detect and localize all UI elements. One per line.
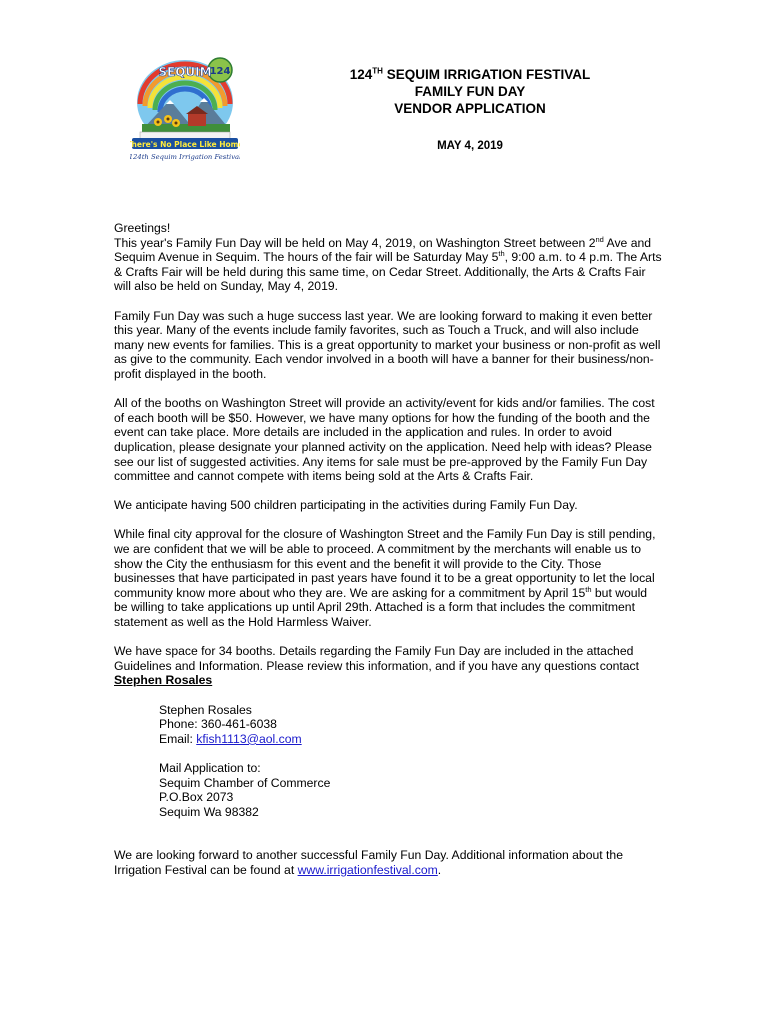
paragraph-4: We anticipate having 500 children participating in the activities during Family Fun Day. xyxy=(114,498,578,513)
title-number: 124 xyxy=(349,67,373,82)
paragraph-3: All of the booths on Washington Street will provide an activity/event for kids and/or families. The cost of each booth will be $50. However, we have many options for how the funding of the booth and the event can take place. More details are included in the application and rules. In order to avoid duplication, please designate your planned activity on the application. Need help with ideas? Please see our list of suggested activities. Any items for sale must be pre-approved by the Family Fun Day committee and cannot compete with items being sold at the Arts & Crafts Fair. xyxy=(114,396,655,484)
p1-text-b: Ave and Sequim Avenue in Sequim. The hours of the fair will be Saturday May 5 xyxy=(114,235,652,265)
header-title xyxy=(300,66,640,83)
mail-org: Sequim Chamber of Commerce xyxy=(159,775,331,790)
festival-logo-art xyxy=(130,52,240,164)
website-link[interactable]: www.irrigationfestival.com xyxy=(297,862,438,877)
p5-sup: th xyxy=(585,584,592,594)
festival-logo xyxy=(130,52,240,164)
paragraph-6 xyxy=(114,644,662,688)
paragraph-2: Family Fun Day was such a huge success last year. We are looking forward to making it even better this year. Many of the events include family favorites, such as Touch a Truck, and will also include many new events for families. This is a great opportunity to market your business or non-profit as well as give to the community. Each vendor involved in a booth will have a banner for their business/non-profit displayed in the booth. xyxy=(114,308,661,381)
title-rest: SEQUIM IRRIGATION FESTIVAL xyxy=(382,67,591,82)
title-superscript: TH xyxy=(372,66,383,76)
p1-sup-2: th xyxy=(498,249,505,259)
p1-text-c: , 9:00 a.m. to 4 p.m. The Arts & Crafts Fair will be held during this same time, on Cedar Street. Additionally, the Arts & Crafts Fair will also be held on Sunday, May 4, 2019. xyxy=(114,250,662,294)
paragraph-1 xyxy=(114,236,662,294)
p1-sup-1: nd xyxy=(595,234,604,244)
greeting: Greetings! xyxy=(114,221,171,235)
mail-box: P.O.Box 2073 xyxy=(159,790,234,805)
email-label: Email: xyxy=(159,731,197,746)
document-header xyxy=(300,66,640,117)
contact-phone: Phone: 360-461-6038 xyxy=(159,717,277,732)
event-date: MAY 4, 2019 xyxy=(437,140,503,152)
mail-city: Sequim Wa 98382 xyxy=(159,804,259,819)
contact-name-link: Stephen Rosales xyxy=(114,673,213,688)
header-line3: VENDOR APPLICATION xyxy=(394,101,546,116)
mail-block xyxy=(159,761,662,819)
contact-email-row xyxy=(159,732,662,747)
logo-banner-text: There's No Place Like Home xyxy=(130,140,240,149)
p5-text-b: but would be willing to take applications up until April 29th. Attached is a form that includes the commitment statement as well as the Hold Harmless Waiver. xyxy=(114,585,648,630)
contact-name: Stephen Rosales xyxy=(159,702,252,717)
header-line2: FAMILY FUN DAY xyxy=(414,84,526,99)
p5-text-a: While final city approval for the closure of Washington Street and the Family Fun Day is still pending, we are confident that we will be able to proceed. A commitment by the merchants will enable us to show the City the enthusiasm for this event and the benefit it will provide to the City. Those businesses that have participated in past years have found it to be a great opportunity to let the local community know more about who they are. We are asking for a commitment by April 15 xyxy=(114,527,656,600)
p6-text: We have space for 34 booths. Details regarding the Family Fun Day are included in the attached Guidelines and Information. Please review this information, and if you have any questions contact xyxy=(114,644,640,673)
closing-text: We are looking forward to another successful Family Fun Day. Additional information about the Irrigation Festival can be found at xyxy=(114,848,623,877)
mail-label: Mail Application to: xyxy=(159,760,261,775)
closing-paragraph xyxy=(114,848,662,877)
logo-arc-text: SEQUIM xyxy=(158,65,212,79)
paragraph-5 xyxy=(114,527,662,629)
contact-block xyxy=(159,703,662,747)
letter-body xyxy=(114,221,662,892)
logo-caption: 124th Sequim Irrigation Festival xyxy=(130,153,240,161)
logo-badge-number: 124 xyxy=(209,66,231,77)
closing-period: . xyxy=(437,862,442,877)
email-link[interactable]: kfish1113@aol.com xyxy=(196,731,302,746)
p1-text-a: This year's Family Fun Day will be held on May 4, 2019, on Washington Street between 2 xyxy=(114,235,596,250)
